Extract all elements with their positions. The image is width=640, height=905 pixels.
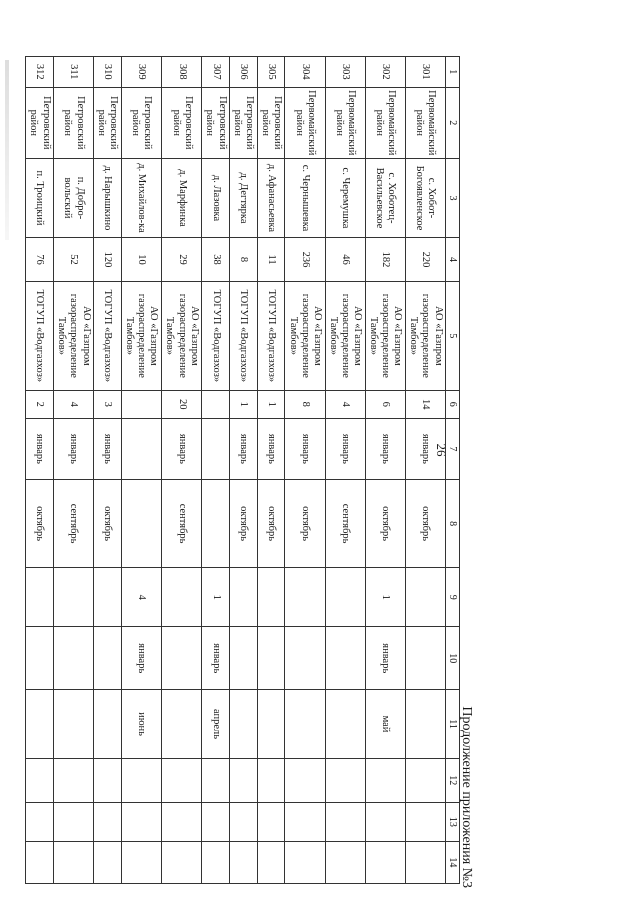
table-row (121, 57, 161, 884)
table-cell: 3 (94, 390, 122, 418)
table-cell: ТОГУП «Водгазхоз» (26, 282, 54, 390)
table-cell: АО «Газпром газораспределение Тамбов» (405, 282, 445, 390)
table-cell (365, 841, 405, 883)
table-cell (202, 841, 230, 883)
table-cell (325, 627, 365, 690)
table-cell: с. Черемушка (325, 159, 365, 238)
table-cell (121, 418, 161, 479)
table-cell: ТОГУП «Водгазхоз» (257, 282, 285, 390)
table-cell: сентябрь (161, 479, 201, 567)
table-row (161, 57, 201, 884)
table-cell (257, 627, 285, 690)
table-cell (229, 627, 257, 690)
table-cell: январь (53, 418, 93, 479)
table-row (285, 57, 325, 884)
column-header: 7 (446, 418, 460, 479)
table-cell: сентябрь (53, 479, 93, 567)
table-cell: 20 (161, 390, 201, 418)
table-cell (94, 758, 122, 802)
table-cell: 1 (365, 568, 405, 627)
table-cell: январь (121, 627, 161, 690)
table-cell: 305 (257, 57, 285, 88)
column-header: 1 (446, 57, 460, 88)
column-header: 14 (446, 841, 460, 883)
table-cell: Петровский район (229, 87, 257, 159)
column-header: 9 (446, 568, 460, 627)
table-cell (161, 802, 201, 841)
table-cell: январь (325, 418, 365, 479)
table-cell (202, 390, 230, 418)
table-cell (26, 690, 54, 758)
table-cell (53, 758, 93, 802)
table-cell: АО «Газпром газораспределение Тамбов» (325, 282, 365, 390)
table-cell: 11 (257, 237, 285, 281)
table-cell (365, 802, 405, 841)
table-cell (53, 841, 93, 883)
table-cell (325, 568, 365, 627)
table-cell (94, 802, 122, 841)
table-cell: Петровский район (94, 87, 122, 159)
table-row (53, 57, 93, 884)
table-cell: 46 (325, 237, 365, 281)
table-cell: д. Дегтярка (229, 159, 257, 238)
table-cell (285, 758, 325, 802)
table-cell: январь (26, 418, 54, 479)
table-cell: 302 (365, 57, 405, 88)
column-header: 8 (446, 479, 460, 567)
table-cell: январь (94, 418, 122, 479)
table-cell: 303 (325, 57, 365, 88)
table-cell (161, 568, 201, 627)
column-header: 2 (446, 87, 460, 159)
table-cell: 38 (202, 237, 230, 281)
table-cell: 29 (161, 237, 201, 281)
table-cell: 312 (26, 57, 54, 88)
table-cell: сентябрь (325, 479, 365, 567)
table-cell: апрель (202, 690, 230, 758)
table-cell: д. Лазовка (202, 159, 230, 238)
table-cell: 4 (53, 390, 93, 418)
table-cell: октябрь (26, 479, 54, 567)
table-cell: Петровский район (161, 87, 201, 159)
table-cell (285, 627, 325, 690)
table-cell: с. Хобот-Богоявленское (405, 159, 445, 238)
table-cell (365, 758, 405, 802)
table-cell: с. Чернышевка (285, 159, 325, 238)
table-cell: 76 (26, 237, 54, 281)
table-cell: октябрь (257, 479, 285, 567)
table-cell: АО «Газпром газораспределение Тамбов» (161, 282, 201, 390)
column-header: 13 (446, 802, 460, 841)
table-cell: 311 (53, 57, 93, 88)
table-cell: январь (365, 627, 405, 690)
table-cell: 1 (202, 568, 230, 627)
table-cell (53, 568, 93, 627)
table-row (26, 57, 54, 884)
table-cell (94, 627, 122, 690)
table-row (325, 57, 365, 884)
table-cell: АО «Газпром газораспределение Тамбов» (365, 282, 405, 390)
table-cell (94, 568, 122, 627)
table-cell: д. Марфинка (161, 159, 201, 238)
table-cell (325, 690, 365, 758)
table-cell (121, 479, 161, 567)
table-cell (285, 802, 325, 841)
table-cell: Первомайский район (405, 87, 445, 159)
table-cell (257, 802, 285, 841)
table-cell: октябрь (229, 479, 257, 567)
table-cell: 307 (202, 57, 230, 88)
table-cell: АО «Газпром газораспределение Тамбов» (121, 282, 161, 390)
table-cell (257, 690, 285, 758)
table-cell (94, 841, 122, 883)
table-cell (53, 802, 93, 841)
table-row (202, 57, 230, 884)
table-cell: 220 (405, 237, 445, 281)
table-cell: 1 (229, 390, 257, 418)
table-cell: 6 (365, 390, 405, 418)
table-cell (325, 802, 365, 841)
table-cell: 52 (53, 237, 93, 281)
table-cell: 2 (26, 390, 54, 418)
table-cell (325, 758, 365, 802)
table-row (94, 57, 122, 884)
table-cell (229, 841, 257, 883)
table-cell (285, 690, 325, 758)
table-cell: д. Нарышкино (94, 159, 122, 238)
table-cell: 182 (365, 237, 405, 281)
table-cell: 8 (285, 390, 325, 418)
table-cell (121, 390, 161, 418)
table-cell (229, 568, 257, 627)
table-cell: с. Хоботец-Васильевское (365, 159, 405, 238)
table-cell: п. Троицкий (26, 159, 54, 238)
table-body (26, 57, 446, 884)
table-row (365, 57, 405, 884)
table-cell (53, 690, 93, 758)
table-cell: 306 (229, 57, 257, 88)
table-cell (229, 690, 257, 758)
table-cell: январь (229, 418, 257, 479)
table-row (229, 57, 257, 884)
table-cell (229, 758, 257, 802)
table-cell: Петровский район (121, 87, 161, 159)
table-cell: январь (405, 418, 445, 479)
table-cell (202, 418, 230, 479)
table-cell (121, 758, 161, 802)
table-cell (26, 627, 54, 690)
table-cell: п. Добро-вольский (53, 159, 93, 238)
table-cell (121, 802, 161, 841)
table-cell: октябрь (405, 479, 445, 567)
table-cell (202, 479, 230, 567)
table-cell (161, 690, 201, 758)
table-cell: Петровский район (257, 87, 285, 159)
table-cell: ТОГУП «Водгазхоз» (229, 282, 257, 390)
table-cell (405, 627, 445, 690)
table-cell: д. Афанасьевка (257, 159, 285, 238)
table-cell (285, 568, 325, 627)
table-row (405, 57, 445, 884)
table-cell: 309 (121, 57, 161, 88)
table-cell: июнь (121, 690, 161, 758)
table-cell: ТОГУП «Водгазхоз» (202, 282, 230, 390)
table-cell (405, 802, 445, 841)
table-cell: 236 (285, 237, 325, 281)
table-cell (257, 758, 285, 802)
table-cell: 14 (405, 390, 445, 418)
column-header: 4 (446, 237, 460, 281)
table-cell: 310 (94, 57, 122, 88)
table-cell (53, 627, 93, 690)
table-cell: АО «Газпром газораспределение Тамбов» (53, 282, 93, 390)
table-cell: 4 (325, 390, 365, 418)
table-cell: 8 (229, 237, 257, 281)
table-cell: 1 (257, 390, 285, 418)
table-cell: октябрь (94, 479, 122, 567)
column-header: 11 (446, 690, 460, 758)
table-cell (257, 568, 285, 627)
table-cell: 304 (285, 57, 325, 88)
table-cell (202, 758, 230, 802)
column-header: 3 (446, 159, 460, 238)
table-cell: январь (202, 627, 230, 690)
table-cell (405, 568, 445, 627)
table-cell (405, 690, 445, 758)
table-cell: 10 (121, 237, 161, 281)
appendix-title: Продолжение приложения №3 (459, 706, 474, 888)
table-cell: 120 (94, 237, 122, 281)
column-header: 5 (446, 282, 460, 390)
table-cell (405, 758, 445, 802)
table-cell: Первомайский район (285, 87, 325, 159)
table-cell: Первомайский район (365, 87, 405, 159)
table-cell: ТОГУП «Водгазхоз» (94, 282, 122, 390)
table-cell: Первомайский район (325, 87, 365, 159)
table-cell (229, 802, 257, 841)
table-cell (405, 841, 445, 883)
column-header: 6 (446, 390, 460, 418)
column-header: 12 (446, 758, 460, 802)
table-cell (94, 690, 122, 758)
column-header: 10 (446, 627, 460, 690)
table-cell (257, 841, 285, 883)
table-cell: АО «Газпром газораспределение Тамбов» (285, 282, 325, 390)
table-cell: октябрь (365, 479, 405, 567)
table-cell (161, 841, 201, 883)
table-cell: 4 (121, 568, 161, 627)
table-cell: 301 (405, 57, 445, 88)
table-cell (325, 841, 365, 883)
page-number: 26 (434, 443, 449, 457)
table-cell (161, 627, 201, 690)
table-cell (26, 802, 54, 841)
table-cell (121, 841, 161, 883)
data-table (25, 56, 460, 884)
table-cell (26, 568, 54, 627)
table-cell (161, 758, 201, 802)
table-cell: Петровский район (53, 87, 93, 159)
table-cell (26, 841, 54, 883)
table-cell: д. Михайлов-ка (121, 159, 161, 238)
table-header (446, 57, 460, 884)
table-cell (285, 841, 325, 883)
table-cell: январь (285, 418, 325, 479)
table-cell: октябрь (285, 479, 325, 567)
table-cell (26, 758, 54, 802)
table-cell: 308 (161, 57, 201, 88)
table-cell: май (365, 690, 405, 758)
table-cell: Петровский район (26, 87, 54, 159)
table-cell: январь (161, 418, 201, 479)
table-cell (202, 802, 230, 841)
table-cell: Петровский район (202, 87, 230, 159)
table-cell: январь (365, 418, 405, 479)
table-cell: январь (257, 418, 285, 479)
table-row (257, 57, 285, 884)
